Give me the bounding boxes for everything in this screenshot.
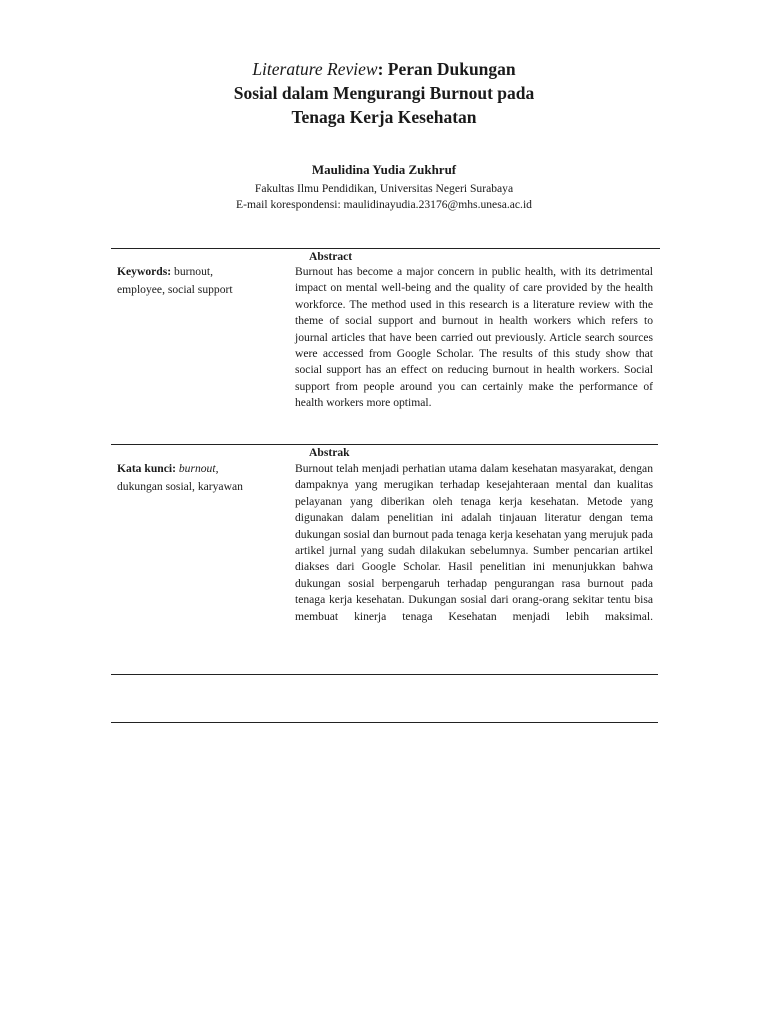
keywords-line-2: employee, social support — [117, 283, 233, 296]
affiliation: Fakultas Ilmu Pendidikan, Universitas Negeri Surabaya — [254, 182, 514, 195]
paper-title — [140, 57, 628, 129]
title-line-1-rest: : Peran Dukungan — [377, 59, 516, 79]
kata-kunci-italic: burnout, — [178, 462, 219, 475]
kata-kunci-block — [117, 460, 287, 496]
title-line-3: Tenaga Kerja Kesehatan — [291, 107, 477, 127]
abstract-heading: Abstract — [309, 250, 353, 263]
title-line-2: Sosial dalam Mengurangi Burnout pada — [233, 83, 535, 103]
divider-bottom — [111, 722, 658, 723]
divider-top — [111, 248, 660, 249]
kata-kunci-line-2: dukungan sosial, karyawan — [117, 480, 243, 493]
author-name: Maulidina Yudia Zukhruf — [311, 162, 457, 177]
abstract-body: Burnout has become a major concern in public health, with its detrimental impact on mental well-being and the quality of care provided by the health workforce. The method used in this research is a literature review with the theme of social support and burnout in health workers which refers to journal articles that have been carried out previously. Article search sources were accessed from Google Scholar. The results of this study show that social support has an effect on reducing burnout in health workers. Social support from people around you can certainly make the performance of health workers more optimal. — [295, 265, 653, 410]
divider-lower — [111, 674, 658, 675]
title-line-1 — [140, 57, 628, 81]
keywords-line-1: burnout, — [174, 265, 213, 278]
correspondence-email: E-mail korespondensi: maulidinayudia.23176@mhs.unesa.ac.id — [236, 198, 532, 211]
affiliation-block — [140, 181, 628, 213]
abstrak-heading: Abstrak — [309, 446, 350, 459]
keywords-block — [117, 263, 287, 299]
title-italic: Literature Review — [252, 59, 378, 79]
kata-kunci-label: Kata kunci: — [117, 462, 176, 475]
keywords-label: Keywords: — [117, 265, 172, 278]
divider-middle — [111, 444, 658, 445]
abstrak-body: Burnout telah menjadi perhatian utama dalam kesehatan masyarakat, dengan dampaknya yang merugikan terhadap kesejahteraan mental dan kualitas pelayanan yang diberikan oleh tenaga kerja kesehatan. Metode yang digunakan dalam penelitian ini adalah tinjauan literatur dengan tema dukungan sosial dan burnout pada tenaga kerja kesehatan yang merujuk pada artikel jurnal yang sudah dilakukan sebelumnya. Sumber pencarian artikel diakses dari Google Scholar. Hasil penelitian ini menunjukkan bahwa dukungan sosial berpengaruh terhadap pengurangan rasa burnout pada tenaga kerja kesehatan. Dukungan sosial dari orang-orang sekitar tentu bisa membuat kinerja tenaga Kesehatan menjadi lebih maksimal. — [295, 462, 653, 623]
